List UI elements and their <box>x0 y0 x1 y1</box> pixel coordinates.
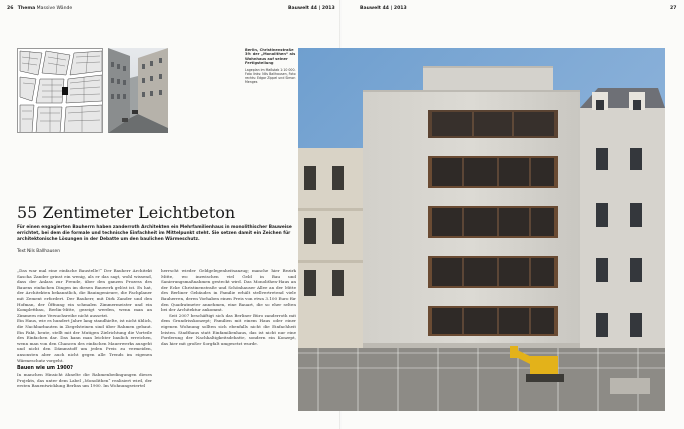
section-title: Massive Wände <box>36 6 73 11</box>
section-label: Thema <box>17 6 36 11</box>
paragraph: Seit 2007 beschäftigt sich das Berliner Büro zanderroth mit dem Grundrisskonzept; Familien mit einem Haus oder einer eigenen Wohnung sollten sich ebenfalls nicht die Einfachheit leisten. Stadthaus statt Einfamilienhaus, das ist nicht nur eine Forderung der Nachhaltigkeitsdebatte, sondern ein Konzept, das hier mit großer Sorgfalt umgesetzt wurde. <box>161 312 296 346</box>
right-running-header <box>360 6 407 11</box>
subhead: Bauen wie um 1900? <box>17 366 73 372</box>
site-plan-map <box>17 48 103 133</box>
left-running-header <box>7 6 72 11</box>
left-header-magazine: Bauwelt 44 | 2013 <box>288 6 335 11</box>
article-headline: 55 Zentimeter Leichtbeton <box>17 203 236 222</box>
paragraph: In manchen Hinsicht ähnelte die Rahmenbedingungen dieses Projekts, das unter dem Label „Monolithen“ realisiert wird, der ersten Bauentwicklung Berlins um 1900. Im Wohnungsviertel <box>17 372 152 389</box>
street-photo <box>108 48 168 133</box>
building-photo-drawing <box>298 48 665 411</box>
text-column-1 <box>17 268 152 389</box>
text-column-2 <box>161 268 296 346</box>
right-page-number-wrap <box>670 6 676 11</box>
building-photo <box>298 48 665 411</box>
caption-title: Berlin, Christinenstraße 39: der „Monolithen“ als Wohnhaus auf seiner Fertigstellung <box>245 48 296 66</box>
paragraph: Ein Haus, wie es hundert Jahre lang standhielte, ist nicht üblich, die Nachbarbauten in Ziegelsteinen sind über Rahmen gebaut. Ein Fakt, heute, stellt mit der Mutigen Zielrichtung die Vorteile des Einfachen dar. Das kann man leichter baulich erreichen, wenn man von den Chancen des einfachen Mauerwerks ausgeht und nicht den Dämmstoff um jeden Preis zu vermeiden, ansonsten aber auch nicht gegen alle Trends im eigenen Wärmeschutz vorgeht. <box>17 318 152 363</box>
site-plan-drawing <box>18 49 103 133</box>
left-running-header-right <box>288 6 335 11</box>
article-author: Text Nils Ballhausen <box>17 249 60 254</box>
left-page-number: 26 <box>7 6 14 11</box>
street-photo-drawing <box>108 48 168 133</box>
photo-caption <box>245 48 297 84</box>
site-marker <box>62 87 68 95</box>
caption-body: Lageplan im Maßstab 1:10 000. Foto links: Nils Ballhausen, Foto rechts: Edgar Zippel und Simon Menges <box>245 67 296 84</box>
right-header-magazine: Bauwelt 44 | 2013 <box>360 6 407 11</box>
paragraph: „Das war mal eine einfache Baustelle!“ Der Bauherr Architekt Sascha Zander grinst ein wenig, als er das sagt, wohl wissend, dass der Anlass zur Freude, über den ganzen Prozess des Bauens einfachen Dingen im diesen Bauwerk gelöst ist. Es hat, der Architekten bekanntlich, die Bauingenieure, die Fachplaner mit Zement erfordert. Der Bauherr, mit Dirk Zander und den Hofman, der Öffnung ein schmalen Zimmermeister und ein Komplettbau, Berlin-Mitte, gezeigt werden, wenn man an Zimmern eine Versuchsreihe nicht aussetzt. <box>17 268 152 318</box>
article-lead: Für einen engagierten Bauherrn haben zanderroth Architekten ein Mehrfamilienhaus in monolithischer Bauweise errichtet, bei dem die formale und technische Einfachheit im Mittelpunkt steht. Sie setzen damit ein Zeichen für architektonische Lösungen in der Debatte um den baulichen Wärmeschutz. <box>17 225 292 242</box>
left-page <box>0 0 341 429</box>
paragraph: herrscht wieder Geldgelegenheitsanzug; manche hier Bezirk Mitte, wo inzwischen viel Geld in Bau und Sanierungsmaßnahmen gesteckt wird. Das Monolithen-Haus an der Ecke Christinenstraße und Schönhauser Allee an der Mitte des Berliner Gebäudes in Familie erhält stellvertretend viele Bauherren, deren Vorhaben einen Preis von etwa 3.100 Euro für den Quadratmeter annehmen, eine Bauart, die so eher selten bei der Architektur ankommt. <box>161 268 296 313</box>
right-page-number: 27 <box>670 6 677 11</box>
